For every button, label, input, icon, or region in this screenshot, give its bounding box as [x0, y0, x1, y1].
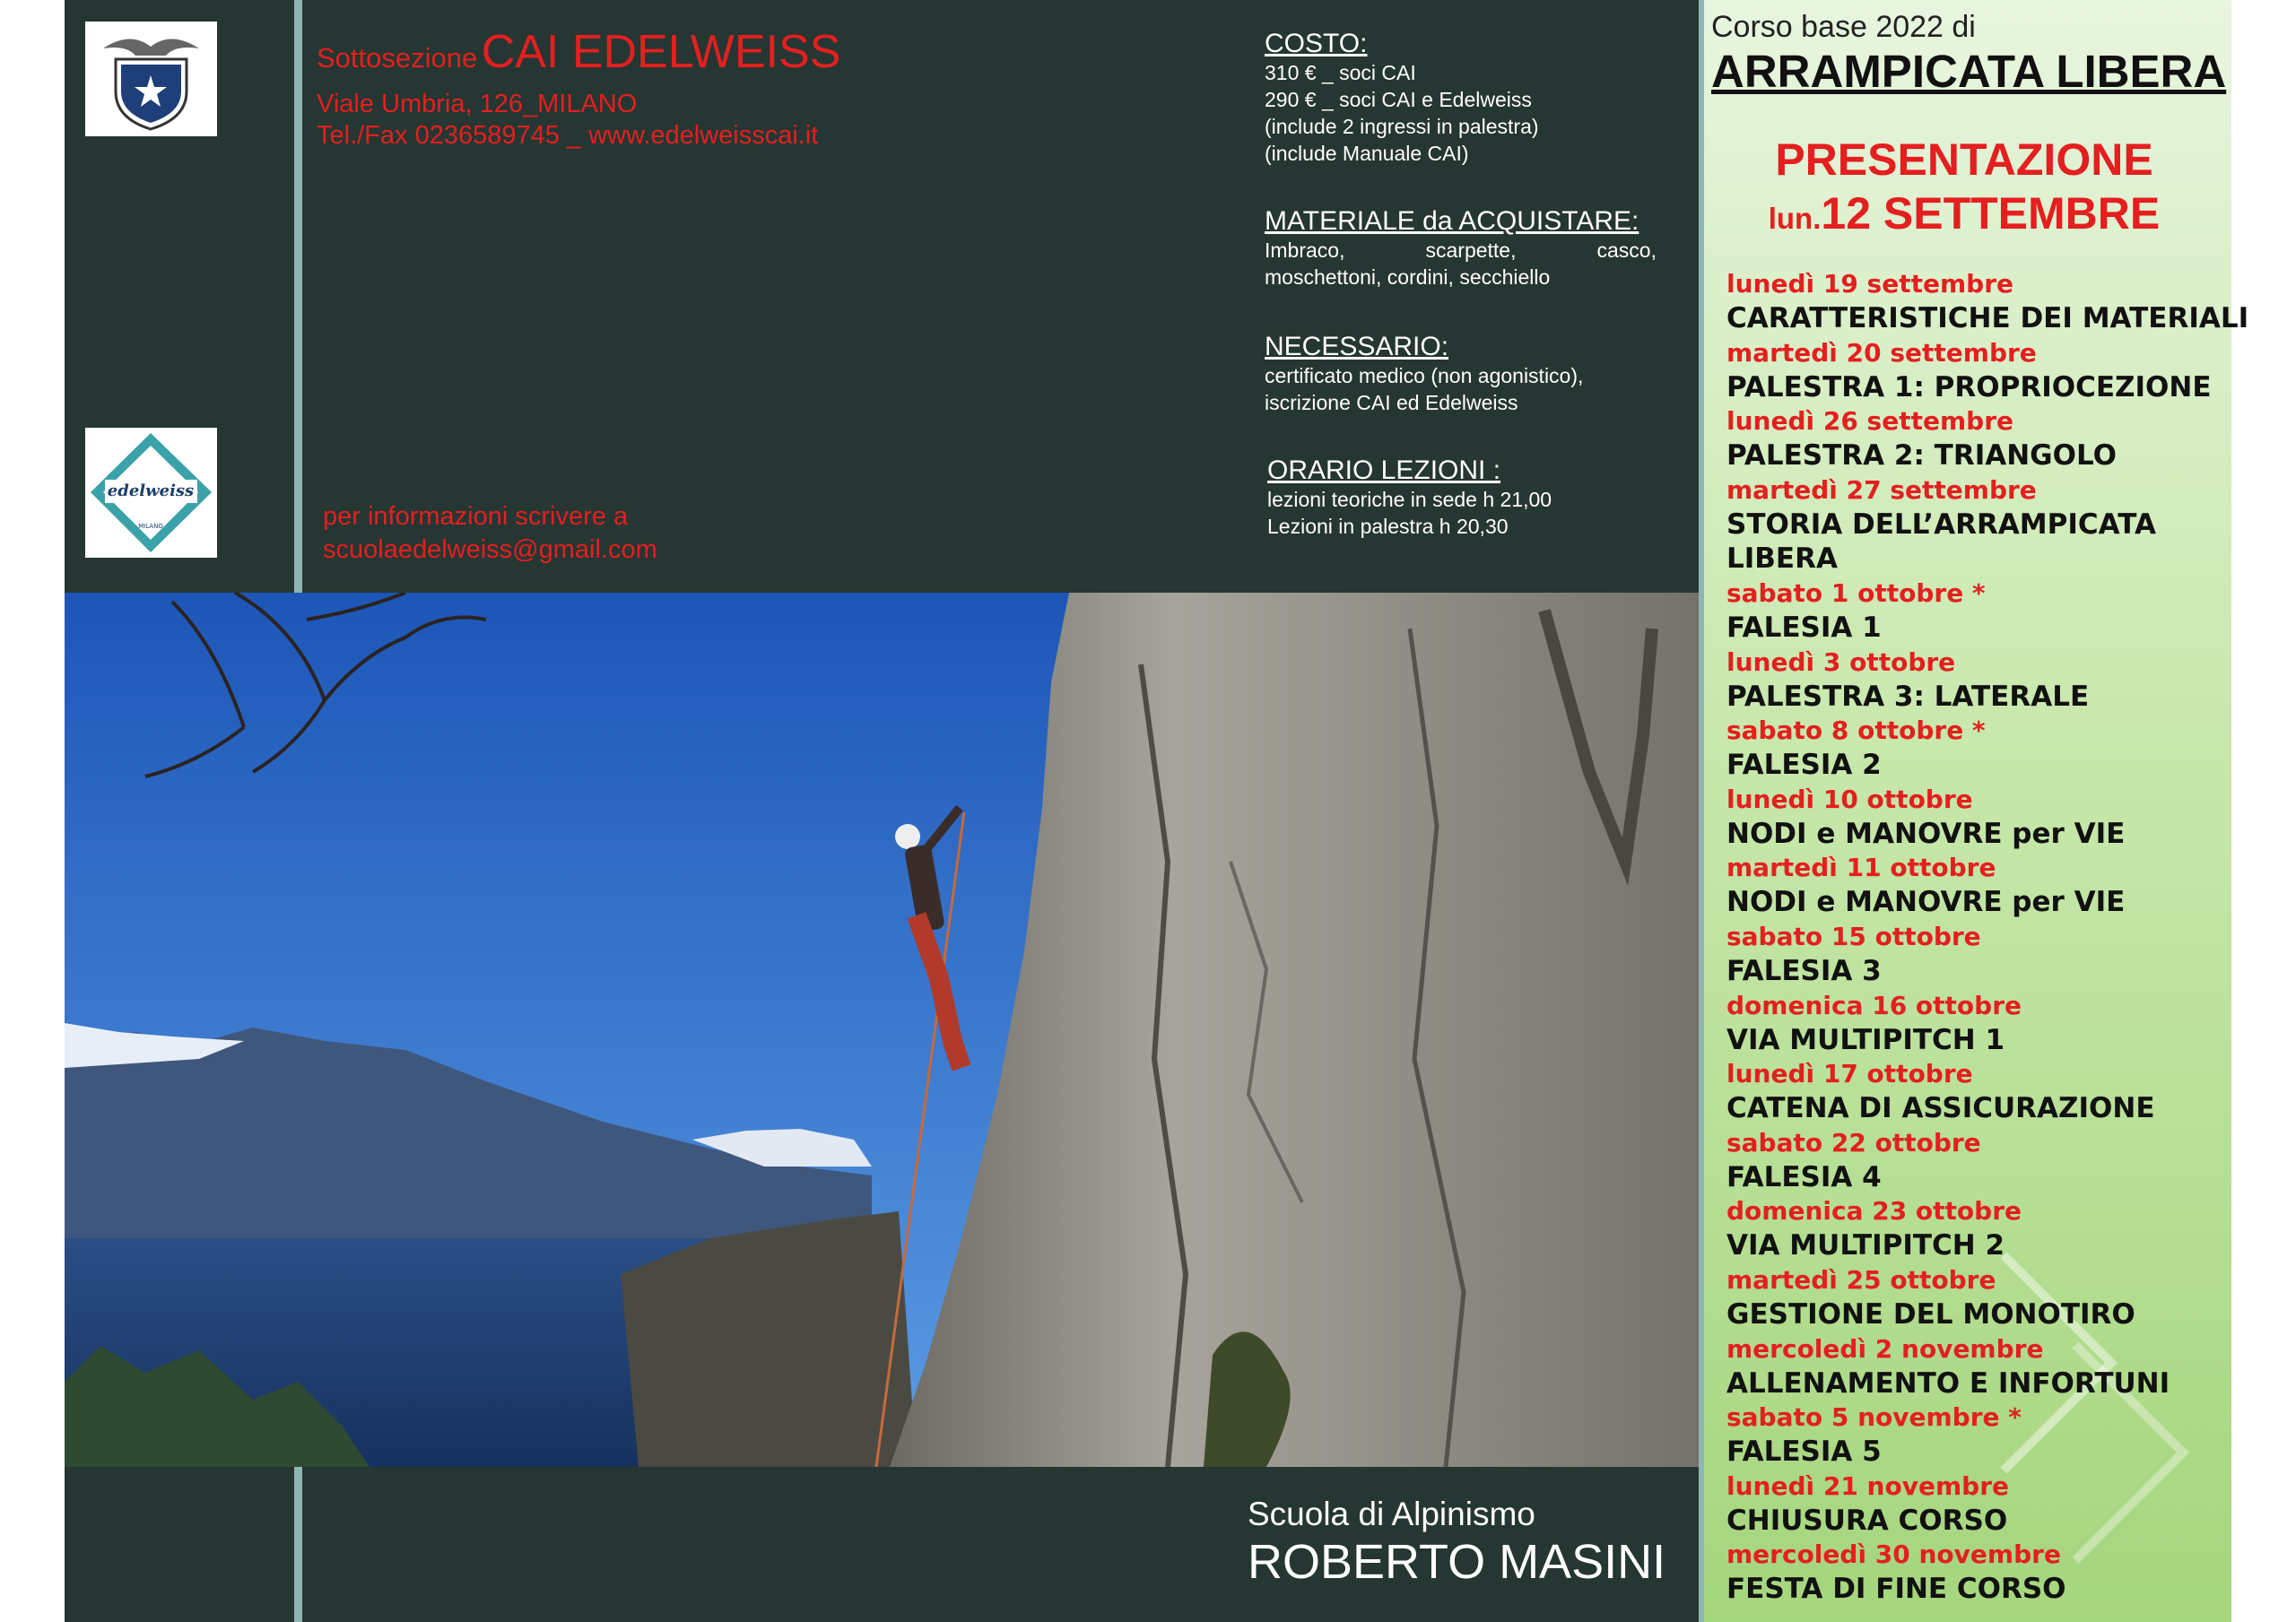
- school-name: ROBERTO MASINI: [1248, 1535, 1666, 1589]
- lesson-topic: CATENA DI ASSICURAZIONE: [1726, 1092, 2155, 1125]
- contact: Tel./Fax 0236589745 _ www.edelweisscai.it: [317, 121, 819, 150]
- lesson-date: martedì 20 settembre: [1726, 337, 2037, 368]
- svg-text:MILANO: MILANO: [138, 523, 163, 530]
- climbing-photo: [65, 593, 1699, 1467]
- svg-text:edelweiss: edelweiss: [107, 481, 195, 500]
- materiale-line: moschettoni, cordini, secchiello: [1265, 265, 1551, 289]
- lesson-topic: VIA MULTIPITCH 1: [1726, 1023, 2005, 1056]
- orario-line: Lezioni in palestra h 20,30: [1267, 515, 1509, 538]
- lesson-date: martedì 11 ottobre: [1726, 853, 1996, 883]
- lesson-topic: NODI e MANOVRE per VIE: [1726, 886, 2126, 919]
- lesson-date: sabato 8 ottobre *: [1726, 716, 1986, 746]
- lesson-date: lunedì 17 ottobre: [1726, 1059, 1973, 1089]
- presentation-day: lun.: [1768, 202, 1822, 235]
- school-label: Scuola di Alpinismo: [1248, 1496, 1535, 1532]
- materiale-heading: MATERIALE da ACQUISTARE:: [1265, 206, 1639, 236]
- accent-bar-top: [294, 0, 302, 593]
- lesson-topic: FALESIA 2: [1726, 749, 1882, 782]
- section-header: [317, 27, 840, 152]
- costo-heading: COSTO:: [1265, 29, 1368, 58]
- sottosezione-label: Sottosezione: [317, 42, 478, 74]
- cai-logo: [85, 22, 217, 136]
- costo-line: 310 € _ soci CAI: [1265, 61, 1416, 84]
- lesson-topic: PALESTRA 3: LATERALE: [1726, 680, 2090, 713]
- orario-block: [1267, 455, 1662, 540]
- lesson-date: lunedì 3 ottobre: [1726, 646, 1956, 677]
- costo-line: (include Manuale CAI): [1265, 142, 1469, 165]
- necessario-line: certificato medico (non agonistico),: [1265, 364, 1584, 387]
- lesson-topic: FALESIA 3: [1726, 954, 1882, 987]
- lesson-topic: STORIA DELL’ARRAMPICATA: [1726, 507, 2156, 541]
- materiale-block: [1265, 206, 1657, 291]
- necessario-heading: NECESSARIO:: [1265, 332, 1449, 361]
- lesson-topic: FESTA DI FINE CORSO: [1726, 1573, 2066, 1606]
- course-subtitle: Corso base 2022 di: [1711, 10, 1976, 44]
- lesson-date: domenica 23 ottobre: [1726, 1196, 2022, 1227]
- lesson-date: mercoledì 30 novembre: [1726, 1540, 2061, 1570]
- lesson-date: lunedì 19 settembre: [1726, 269, 2013, 299]
- lesson-topic: GESTIONE DEL MONOTIRO: [1726, 1297, 2135, 1331]
- school-footer: [1248, 1495, 1665, 1590]
- section-name: CAI EDELWEISS: [481, 26, 841, 78]
- lesson-date: sabato 15 ottobre: [1726, 921, 1981, 951]
- address: Viale Umbria, 126_MILANO: [317, 90, 638, 118]
- costo-line: (include 2 ingressi in palestra): [1265, 115, 1539, 138]
- info-contact: [323, 500, 657, 567]
- info-line: per informazioni scrivere a: [323, 502, 629, 531]
- lesson-topic: PALESTRA 1: PROPRIOCEZIONE: [1726, 370, 2212, 403]
- lesson-date: lunedì 26 settembre: [1726, 406, 2013, 437]
- lesson-topic: CHIUSURA CORSO: [1726, 1504, 2008, 1537]
- lesson-topic-continued: LIBERA: [1726, 542, 1838, 576]
- lesson-topic: FALESIA 5: [1726, 1436, 1882, 1469]
- lesson-date: lunedì 21 novembre: [1726, 1470, 2009, 1501]
- necessario-block: [1265, 332, 1659, 416]
- lesson-date: domenica 16 ottobre: [1726, 990, 2022, 1020]
- lesson-date: sabato 1 ottobre *: [1726, 577, 1986, 608]
- lesson-topic: NODI e MANOVRE per VIE: [1726, 817, 2126, 850]
- lesson-date: martedì 27 settembre: [1726, 474, 2037, 505]
- orario-line: lezioni teoriche in sede h 21,00: [1267, 488, 1552, 511]
- lesson-date: sabato 5 novembre *: [1726, 1402, 2022, 1433]
- costo-block: [1265, 29, 1650, 167]
- course-title: ARRAMPICATA LIBERA: [1711, 46, 2227, 97]
- lesson-topic: FALESIA 1: [1726, 611, 1882, 644]
- lesson-topic: FALESIA 4: [1726, 1160, 1882, 1193]
- lesson-topic: PALESTRA 2: TRIANGOLO: [1726, 439, 2117, 473]
- materiale-line: Imbraco, scarpette, casco,: [1265, 239, 1657, 262]
- email: scuolaedelweiss@gmail.com: [323, 535, 657, 564]
- accent-bar-bottom: [294, 1467, 302, 1622]
- presentation-block: [1704, 133, 2224, 252]
- lesson-topic: VIA MULTIPITCH 2: [1726, 1229, 2005, 1262]
- necessario-line: iscrizione CAI ed Edelweiss: [1265, 391, 1518, 414]
- presentation-label: PRESENTAZIONE: [1775, 134, 2153, 185]
- lesson-date: martedì 25 ottobre: [1726, 1264, 1996, 1295]
- presentation-date: 12 SETTEMBRE: [1821, 188, 2161, 239]
- lesson-date: lunedì 10 ottobre: [1726, 784, 1973, 814]
- schedule-list: [1726, 267, 2249, 1607]
- lesson-topic: ALLENAMENTO E INFORTUNI: [1726, 1366, 2170, 1400]
- costo-line: 290 € _ soci CAI e Edelweiss: [1265, 88, 1532, 111]
- edelweiss-logo: [85, 428, 217, 558]
- lesson-date: mercoledì 2 novembre: [1726, 1333, 2044, 1364]
- lesson-topic: CARATTERISTICHE DEI MATERIALI: [1726, 302, 2249, 334]
- lesson-date: sabato 22 ottobre: [1726, 1127, 1981, 1158]
- orario-heading: ORARIO LEZIONI :: [1267, 455, 1501, 485]
